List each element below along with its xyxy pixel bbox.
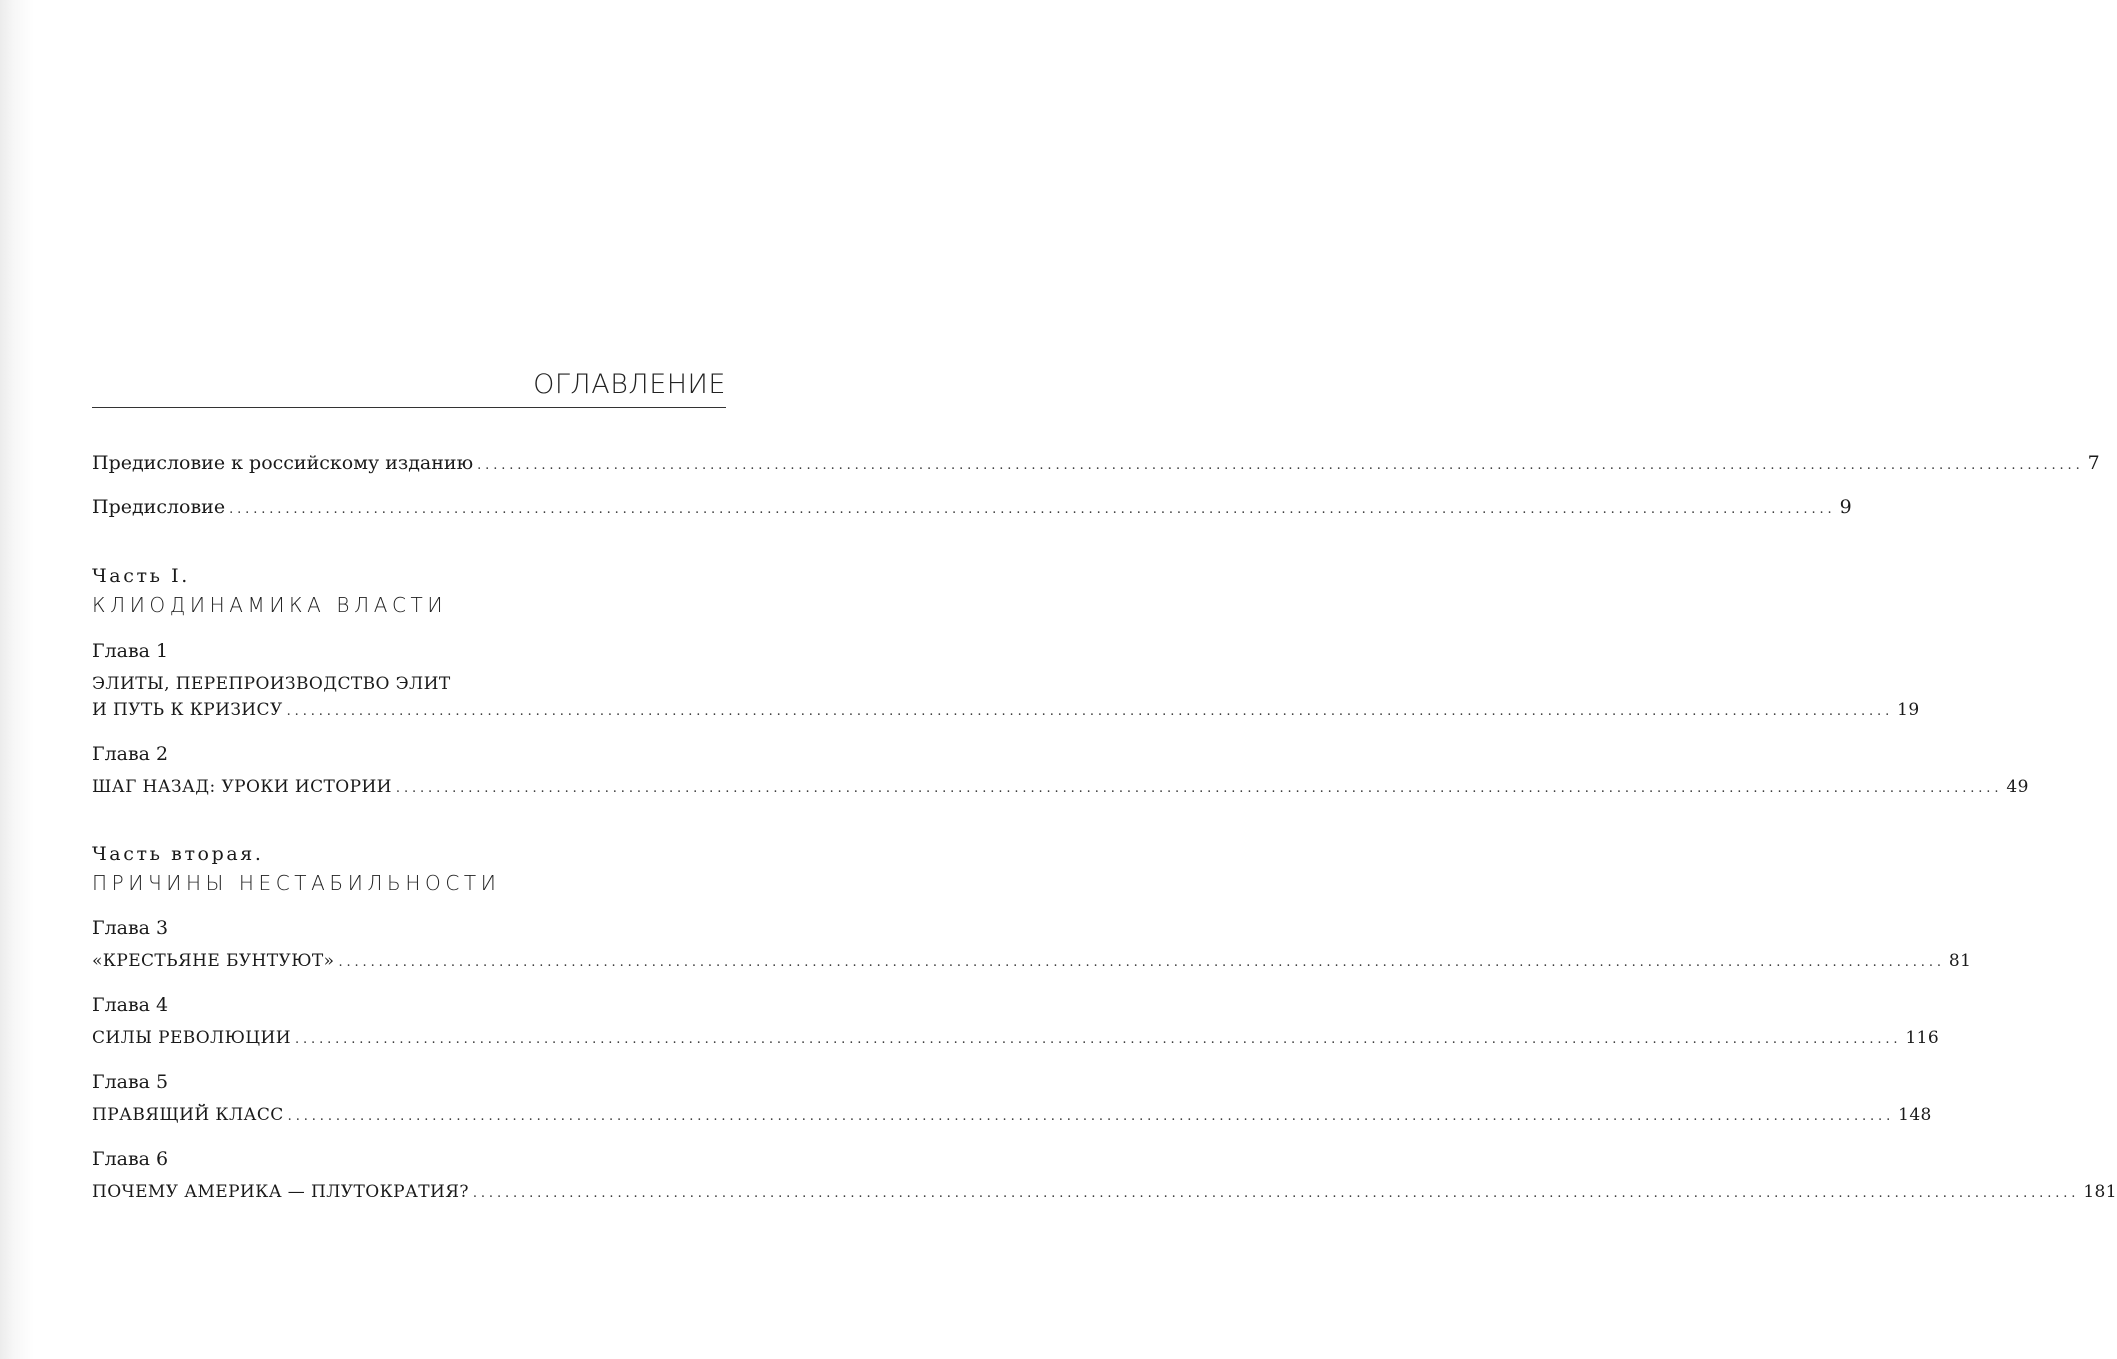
entry-label: И ПУТЬ К КРИЗИСУ	[92, 700, 283, 720]
entry-label: ШАГ НАЗАД: УРОКИ ИСТОРИИ	[92, 777, 392, 797]
chapter-number: Глава 1	[92, 640, 169, 662]
chapter-number: Глава 2	[92, 743, 169, 765]
toc-heading: ОГЛАВЛЕНИЕ	[533, 369, 726, 400]
toc-page	[92, 0, 2117, 1359]
part-title: ПРИЧИНЫ НЕСТАБИЛЬНОСТИ	[92, 871, 501, 895]
heading-rule	[92, 407, 726, 408]
entry-page-number: 49	[2006, 777, 2029, 797]
chapter-number: Глава 4	[92, 994, 169, 1016]
dot-leader: ........................................................................................................................................................................................................	[294, 1032, 1902, 1047]
toc-entry-preface-russian[interactable]	[92, 451, 2100, 478]
dot-leader: ........................................................................................................................................................................................................	[229, 502, 1836, 517]
chapter-number: Глава 3	[92, 917, 169, 939]
toc-entry-chapter-2[interactable]	[92, 775, 2029, 801]
entry-page-number: 19	[1897, 700, 1920, 720]
entry-page-number: 148	[1898, 1105, 1932, 1125]
chapter-number: Глава 6	[92, 1148, 169, 1170]
part-label: Часть I.	[92, 565, 190, 587]
entry-label: «КРЕСТЬЯНЕ БУНТУЮТ»	[92, 951, 335, 971]
entry-page-number: 181	[2083, 1182, 2117, 1202]
dot-leader: ........................................................................................................................................................................................................	[395, 781, 2003, 796]
dot-leader: ........................................................................................................................................................................................................	[338, 955, 1945, 970]
toc-entry-preface[interactable]	[92, 495, 1852, 522]
dot-leader: ........................................................................................................................................................................................................	[286, 704, 1894, 719]
entry-label: ПОЧЕМУ АМЕРИКА — ПЛУТОКРАТИЯ?	[92, 1182, 469, 1202]
part-label: Часть вторая.	[92, 843, 264, 865]
toc-entry-chapter-5[interactable]	[92, 1103, 1932, 1129]
entry-page-number: 9	[1839, 496, 1852, 518]
toc-entry-chapter-6[interactable]	[92, 1180, 2117, 1206]
entry-page-number: 81	[1948, 951, 1972, 971]
toc-entry-chapter-1[interactable]	[92, 698, 1920, 724]
entry-label: СИЛЫ РЕВОЛЮЦИИ	[92, 1028, 291, 1048]
entry-page-number: 7	[2087, 452, 2100, 474]
dot-leader: ........................................................................................................................................................................................................	[477, 458, 2084, 473]
entry-page-number: 116	[1905, 1028, 1940, 1048]
chapter-title-line[interactable]: ЭЛИТЫ, ПЕРЕПРОИЗВОДСТВО ЭЛИТ	[92, 674, 451, 694]
dot-leader: ........................................................................................................................................................................................................	[287, 1109, 1895, 1124]
toc-entry-chapter-4[interactable]	[92, 1026, 1940, 1052]
chapter-number: Глава 5	[92, 1071, 169, 1093]
toc-entry-chapter-3[interactable]	[92, 949, 1972, 975]
entry-label: ПРАВЯЩИЙ КЛАСС	[92, 1105, 284, 1125]
entry-label: Предисловие	[92, 496, 226, 518]
dot-leader: ........................................................................................................................................................................................................	[472, 1186, 2080, 1201]
entry-label: Предисловие к российскому изданию	[92, 452, 474, 474]
part-title: КЛИОДИНАМИКА ВЛАСТИ	[92, 593, 448, 617]
